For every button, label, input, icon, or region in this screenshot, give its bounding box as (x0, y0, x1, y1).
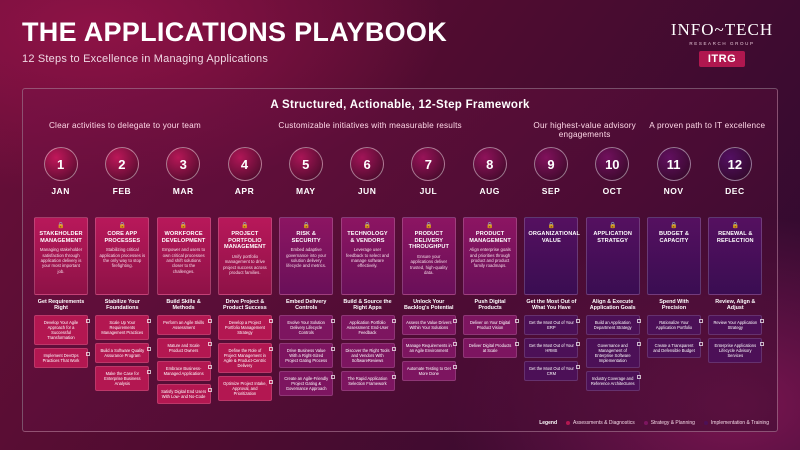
activity-column-header: Build Skills & Methods (166, 299, 201, 312)
activity-item[interactable]: Get the Most Out of Your HRMS (524, 338, 578, 358)
lock-icon: 🔒 (302, 223, 310, 229)
activity-item[interactable]: Develop a Project Portfolio Management Strategy (218, 315, 272, 340)
activity-item[interactable]: Make the Case for Enterprise Business Analysis (95, 366, 149, 391)
activity-item[interactable]: Drive Business Value With a Right-Sized Project Gating Process (279, 343, 333, 368)
checkbox-icon[interactable] (576, 342, 580, 346)
checkbox-icon[interactable] (331, 347, 335, 351)
step-title: RISK & SECURITY (291, 231, 321, 244)
legend-item-assessments (566, 420, 635, 426)
activity-item[interactable]: Get the Most Out of Your CRM (524, 361, 578, 381)
lock-icon: 🔒 (363, 223, 372, 229)
month-oct[interactable] (588, 147, 636, 196)
month-label: JAN (51, 186, 70, 196)
step-card-12[interactable] (708, 217, 762, 295)
step-title: PRODUCT DELIVERY THROUGHPUT (408, 231, 450, 251)
step-description: Unify portfolio management to drive project success across product families. (223, 253, 267, 275)
activity-column-4 (218, 299, 272, 404)
legend-dot-assessments (566, 421, 570, 425)
month-number-circle: 12 (718, 147, 752, 181)
activity-item[interactable]: Deliver Digital Products at Scale (463, 338, 517, 358)
legend-dot-implementation (704, 421, 708, 425)
activity-item[interactable]: Define the Role of Project Management in Agile & Product-Centric Delivery (218, 343, 272, 373)
step-card-9[interactable] (524, 217, 581, 295)
checkbox-icon[interactable] (453, 319, 457, 323)
activity-item[interactable]: Assess the Value Drivers Within Your Solutions (402, 315, 456, 335)
step-description: Leverage user feedback to select and manage software effectively. (346, 247, 389, 269)
legend-title: Legend (539, 420, 557, 426)
activity-column-header: Get the Most Out of What You Have (526, 299, 577, 312)
month-number-circle: 5 (289, 147, 323, 181)
step-card-1[interactable] (34, 217, 88, 295)
activity-item[interactable]: Deliver on Your Digital Product Vision (463, 315, 517, 335)
month-label: DEC (725, 186, 745, 196)
checkbox-icon[interactable] (637, 375, 641, 379)
activity-item[interactable]: Create a Transparent and Defensible Budget (647, 338, 701, 358)
legend (539, 420, 769, 426)
legend-item-implementation (704, 420, 769, 426)
activity-item[interactable]: Develop Your Agile Approach for a Successful Transformation (34, 315, 88, 345)
activity-item[interactable]: Implement DevOps Practices That Work (34, 348, 88, 368)
phase-label-3: Our highest-value advisory engagements (533, 121, 636, 139)
month-feb[interactable] (98, 147, 146, 196)
step-title: BUDGET & CAPACITY (658, 231, 689, 244)
lock-icon: 🔒 (486, 223, 494, 229)
step-card-10[interactable] (586, 217, 640, 295)
step-title: PROJECT PORTFOLIO MANAGEMENT (224, 231, 266, 251)
activity-column-header: Embed Delivery Controls (285, 299, 327, 312)
month-sep[interactable] (527, 147, 575, 196)
activity-item[interactable]: Governance and Management of Enterprise Software Implementation (586, 338, 640, 368)
step-card-8[interactable] (463, 217, 517, 295)
checkbox-icon[interactable] (760, 342, 764, 346)
activity-item[interactable]: Build a Software Quality Assurance Program (95, 343, 149, 363)
activity-item[interactable]: Scale Up Your Requirements Management Practices (95, 315, 149, 340)
activity-item[interactable]: Review Your Application Strategy (708, 315, 762, 335)
checkbox-icon[interactable] (331, 375, 335, 379)
framework-panel (22, 88, 778, 432)
month-number-circle: 2 (105, 147, 139, 181)
month-aug[interactable] (466, 147, 514, 196)
phase-label-1: Clear activities to delegate to your team (48, 121, 201, 130)
month-may[interactable] (282, 147, 330, 196)
activity-item[interactable]: Build an Application Department Strategy (586, 315, 640, 335)
checkbox-icon[interactable] (269, 347, 273, 351)
lock-icon: 🔒 (547, 223, 556, 229)
legend-label-assessments: Assessments & Diagnostics (573, 420, 635, 426)
checkbox-icon[interactable] (331, 319, 335, 323)
month-label: NOV (663, 186, 684, 196)
checkbox-icon[interactable] (699, 319, 703, 323)
step-description: Embed adaptive governance into your solution delivery lifecycle and metrics. (286, 247, 327, 269)
activity-column-6 (341, 299, 395, 394)
activity-column-header: Align & Execute Application Goals (589, 299, 636, 312)
month-jul[interactable] (404, 147, 452, 196)
step-card-2[interactable] (95, 217, 149, 295)
month-number-circle: 3 (166, 147, 200, 181)
activity-item[interactable]: Satisfy Digital End Users With Low- and No-Code (157, 384, 211, 404)
lock-icon: 🔒 (425, 223, 433, 229)
checkbox-icon[interactable] (515, 319, 519, 323)
month-label: MAR (172, 186, 194, 196)
activity-column-header: Push Digital Products (474, 299, 506, 312)
phase-label-4: A proven path to IT excellence (649, 121, 766, 130)
step-card-11[interactable] (647, 217, 701, 295)
activity-column-header: Get Requirements Right (37, 299, 85, 312)
activity-item[interactable]: Manage Requirements in an Agile Environment (402, 338, 456, 358)
checkbox-icon[interactable] (269, 380, 273, 384)
brand-tagline: RESEARCH GROUP (689, 41, 755, 46)
step-title: TECHNOLOGY & VENDORS (347, 231, 388, 244)
month-number-circle: 7 (411, 147, 445, 181)
activity-item[interactable]: Create an Agile-Friendly Project Gating & Governance Approach (279, 371, 333, 396)
legend-item-strategy (644, 420, 695, 426)
month-dec[interactable] (711, 147, 759, 196)
checkbox-icon[interactable] (760, 319, 764, 323)
month-number-circle: 9 (534, 147, 568, 181)
month-apr[interactable] (221, 147, 269, 196)
activity-item[interactable]: Automate Testing to Get More Done (402, 361, 456, 381)
phase-row (23, 121, 777, 137)
activity-column-2 (95, 299, 149, 394)
step-title: WORKFORCE DEVELOPMENT (161, 231, 206, 244)
month-number-circle: 8 (473, 147, 507, 181)
checkbox-icon[interactable] (86, 319, 90, 323)
checkbox-icon[interactable] (147, 370, 151, 374)
step-description: Stabilizing critical application processes is the only way to stop firefighting. (99, 247, 146, 269)
activity-column-5 (279, 299, 333, 399)
lock-icon: 🔒 (731, 223, 740, 229)
month-number-circle: 11 (657, 147, 691, 181)
step-card-5[interactable] (279, 217, 333, 295)
month-label: OCT (602, 186, 623, 196)
step-title: ORGANIZATIONAL VALUE (528, 231, 581, 244)
checkbox-icon[interactable] (147, 319, 151, 323)
checkbox-icon[interactable] (269, 319, 273, 323)
brand-name: INFO~TECH (670, 20, 774, 39)
step-title: CORE APP PROCESSES (104, 231, 141, 244)
activity-column-header: Spend With Precision (659, 299, 689, 312)
month-number-circle: 6 (350, 147, 384, 181)
activity-item[interactable]: Mature and Scale Product Owners (157, 338, 211, 358)
brand-badge: ITRG (699, 51, 745, 67)
month-label: JUL (419, 186, 438, 196)
checkbox-icon[interactable] (208, 342, 212, 346)
lock-icon: 🔒 (608, 223, 617, 229)
checkbox-icon[interactable] (392, 319, 396, 323)
activity-column-7 (402, 299, 456, 384)
activity-column-10 (586, 299, 640, 394)
checkbox-icon[interactable] (699, 342, 703, 346)
checkbox-icon[interactable] (147, 347, 151, 351)
month-label: APR (234, 186, 255, 196)
activity-column-header: Stabilize Your Foundations (104, 299, 140, 312)
step-cards (33, 217, 769, 295)
activity-column-1 (34, 299, 88, 371)
month-nov[interactable] (650, 147, 698, 196)
checkbox-icon[interactable] (392, 375, 396, 379)
step-card-6[interactable] (341, 217, 395, 295)
step-title: PRODUCT MANAGEMENT (469, 231, 511, 244)
step-title: APPLICATION STRATEGY (593, 231, 632, 244)
activity-column-header: Review, Align & Adjust (715, 299, 756, 312)
activity-item[interactable]: Get the Most Out of Your ERP (524, 315, 578, 335)
activity-item[interactable]: Perform an Agile Skills Assessment (157, 315, 211, 335)
month-label: AUG (479, 186, 500, 196)
checkbox-icon[interactable] (453, 342, 457, 346)
checkbox-icon[interactable] (515, 342, 519, 346)
activity-columns (33, 299, 769, 407)
step-description: Managing stakeholder satisfaction through application delivery is your most important job. (39, 247, 83, 274)
month-label: FEB (112, 186, 132, 196)
activity-item[interactable]: Evolve Your Solution Delivery Lifecycle Controls (279, 315, 333, 340)
activity-item[interactable]: Industry Coverage and Reference Architectures (586, 371, 640, 391)
activity-column-9 (524, 299, 578, 384)
framework-label: A Structured, Actionable, 12-Step Framework (270, 99, 530, 111)
month-number-circle: 10 (595, 147, 629, 181)
activity-item[interactable]: Application Portfolio Assessment: End-User Feedback (341, 315, 395, 340)
header (22, 18, 782, 80)
activity-item[interactable]: Discover the Right Tools and Vendors With SoftwareReviews (341, 343, 395, 368)
lock-icon: 🔒 (670, 223, 678, 229)
month-mar[interactable] (159, 147, 207, 196)
checkbox-icon[interactable] (576, 365, 580, 369)
page-title: THE APPLICATIONS PLAYBOOK (22, 17, 448, 47)
activity-column-11 (647, 299, 701, 361)
month-number-circle: 4 (228, 147, 262, 181)
activity-item[interactable]: The Rapid Application Selection Framework (341, 371, 395, 391)
step-title: RENEWAL & REFLECTION (716, 231, 754, 244)
month-timeline (33, 147, 769, 207)
lock-icon: 🔒 (241, 223, 249, 229)
phase-label-2: Customizable initiatives with measurable results (278, 121, 462, 130)
lock-icon: 🔒 (118, 223, 127, 229)
step-card-3[interactable] (157, 217, 211, 295)
step-title: STAKEHOLDER MANAGEMENT (39, 231, 83, 244)
activity-item[interactable]: Optimize Project Intake, Approval, and Prioritization (218, 376, 272, 401)
activity-column-header: Unlock Your Backlog's Potential (404, 299, 454, 312)
page-subtitle: 12 Steps to Excellence in Managing Applications (22, 53, 269, 66)
checkbox-icon[interactable] (208, 365, 212, 369)
step-description: Ensure your applications deliver trusted, high-quality data. (410, 253, 448, 275)
checkbox-icon[interactable] (637, 342, 641, 346)
legend-label-strategy: Strategy & Planning (650, 420, 695, 426)
step-description: Empower and users to own critical processes and shift solutions closer to the challenges. (162, 247, 206, 274)
month-jun[interactable] (343, 147, 391, 196)
month-label: MAY (295, 186, 316, 196)
legend-label-implementation: Implementation & Training (710, 420, 769, 426)
lock-icon: 🔒 (57, 223, 65, 229)
checkbox-icon[interactable] (86, 352, 90, 356)
activity-item[interactable]: Embrace Business-Managed Applications (157, 361, 211, 381)
month-number-circle: 1 (44, 147, 78, 181)
checkbox-icon[interactable] (208, 388, 212, 392)
activity-column-header: Drive Project & Product Success (223, 299, 267, 312)
activity-column-3 (157, 299, 211, 407)
legend-dot-strategy (644, 421, 648, 425)
brand-logo (662, 20, 782, 67)
month-jan[interactable] (37, 147, 85, 196)
checkbox-icon[interactable] (392, 347, 396, 351)
activity-item[interactable]: Enterprise Applications Lifecycle Advisory Services (708, 338, 762, 363)
month-label: SEP (541, 186, 561, 196)
month-label: JUN (357, 186, 377, 196)
step-card-4[interactable] (218, 217, 272, 295)
activity-column-12 (708, 299, 762, 366)
checkbox-icon[interactable] (637, 319, 641, 323)
activity-column-8 (463, 299, 517, 361)
checkbox-icon[interactable] (208, 319, 212, 323)
step-description: Align enterprise goals and priorities through product and product family roadmaps. (469, 247, 511, 269)
checkbox-icon[interactable] (453, 365, 457, 369)
step-card-7[interactable] (402, 217, 456, 295)
activity-column-header: Build & Source the Right Apps (343, 299, 392, 312)
lock-icon: 🔒 (179, 223, 188, 229)
checkbox-icon[interactable] (576, 319, 580, 323)
activity-item[interactable]: Rationalize Your Application Portfolio (647, 315, 701, 335)
